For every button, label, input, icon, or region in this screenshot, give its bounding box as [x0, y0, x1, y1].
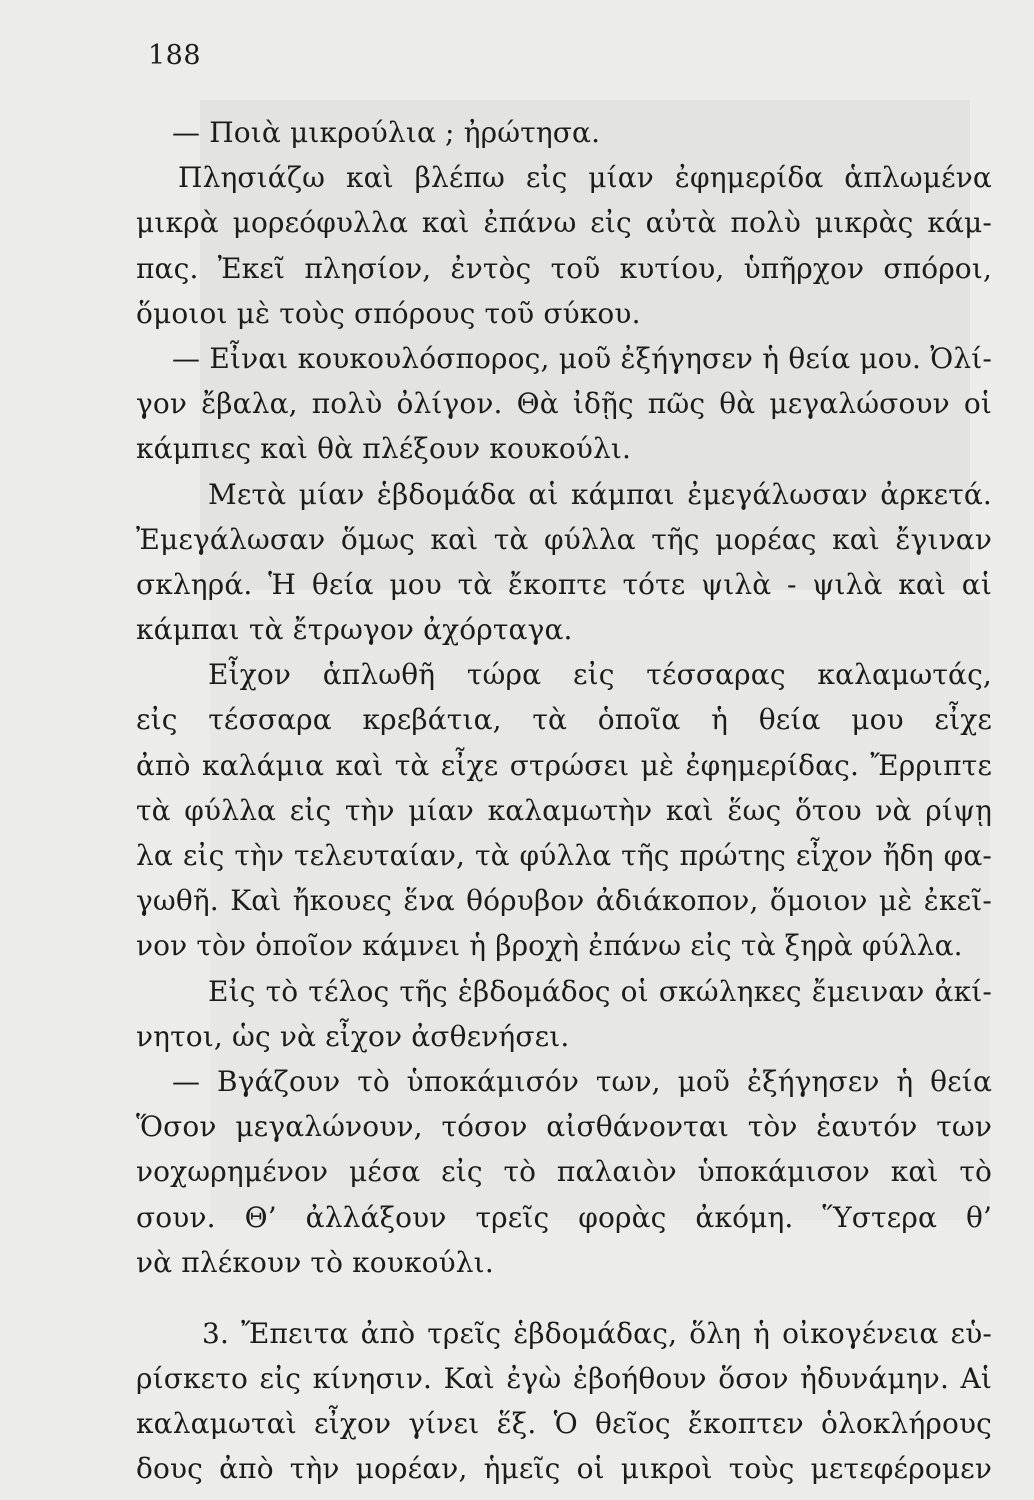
- text-line: εἰς τέσσαρα κρεβάτια, τὰ ὁποῖα ἡ θεία μου εἶχε: [136, 703, 992, 737]
- text-line: 3. Ἔπειτα ἀπὸ τρεῖς ἑβδομάδας, ὅλη ἡ οἰκογένεια εὑ-: [202, 1316, 992, 1350]
- text-line: σουν. Θ’ ἀλλάξουν τρεῖς φορὰς ἀκόμη. Ὕστερα θ’: [136, 1200, 992, 1234]
- text-line: τὰ φύλλα εἰς τὴν μίαν καλαμωτὴν καὶ ἕως ὅτου νὰ ρίψῃ: [136, 793, 992, 827]
- text-line: — Εἶναι κουκουλόσπορος, μοῦ ἐξήγησεν ἡ θεία μου. Ὀλί-: [172, 341, 992, 375]
- text-line: Ἐμεγάλωσαν ὅμως καὶ τὰ φύλλα τῆς μορέας καὶ ἔγιναν: [136, 522, 992, 556]
- section-gap: [136, 1285, 992, 1311]
- text-line: Μετὰ μίαν ἑβδομάδα αἱ κάμπαι ἐμεγάλωσαν ἀρκετά.: [208, 477, 992, 511]
- text-line: Εἰς τὸ τέλος τῆς ἑβδομάδος οἱ σκώληκες ἔμειναν ἀκί-: [208, 974, 992, 1008]
- text-line: σκληρά. Ἡ θεία μου τὰ ἔκοπτε τότε ψιλὰ - ψιλὰ καὶ αἱ: [136, 567, 992, 601]
- text-line: ὅμοιοι μὲ τοὺς σπόρους τοῦ σύκου.: [136, 296, 641, 330]
- text-line: — Ποιὰ μικρούλια ; ἠρώτησα.: [172, 116, 601, 149]
- text-line: Πλησιάζω καὶ βλέπω εἰς μίαν ἐφημερίδα ἁπλωμένα: [178, 161, 992, 195]
- text-line: πας. Ἐκεῖ πλησίον, ἐντὸς τοῦ κυτίου, ὑπῆρχον σπόροι,: [136, 251, 992, 285]
- text-line: νὰ πλέκουν τὸ κουκούλι.: [136, 1245, 494, 1279]
- text-line: γον ἔβαλα, πολὺ ὀλίγον. Θὰ ἰδῇς πῶς θὰ μεγαλώσουν οἱ: [136, 387, 992, 421]
- text-line: ρίσκετο εἰς κίνησιν. Καὶ ἐγὼ ἐβοήθουν ὅσον ἠδυνάμην. Αἱ: [136, 1362, 992, 1396]
- text-line: λα εἰς τὴν τελευταίαν, τὰ φύλλα τῆς πρώτης εἶχον ἤδη φα-: [136, 839, 992, 872]
- text-line: μικρὰ μορεόφυλλα καὶ ἐπάνω εἰς αὐτὰ πολὺ μικρὰς κάμ-: [136, 206, 992, 240]
- text-line: κάμπαι τὰ ἔτρωγον ἀχόρταγα.: [136, 613, 573, 647]
- text-line: γωθῆ. Καὶ ἤκουες ἕνα θόρυβον ἀδιάκοπον, ὅμοιον μὲ ἐκεῖ-: [136, 884, 992, 918]
- text-line: Εἶχον ἁπλωθῆ τώρα εἰς τέσσαρας καλαμωτάς,: [208, 658, 992, 692]
- body-text: [136, 110, 992, 1492]
- text-line: κάμπιες καὶ θὰ πλέξουν κουκούλι.: [136, 432, 632, 466]
- text-line: νον τὸν ὁποῖον κάμνει ἡ βροχὴ ἐπάνω εἰς τὰ ξηρὰ φύλλα.: [136, 929, 963, 963]
- text-line: νοχωρημένον μέσα εἰς τὸ παλαιὸν ὑποκάμισον καὶ τὸ: [136, 1155, 992, 1189]
- text-line: νητοι, ὡς νὰ εἶχον ἀσθενήσει.: [136, 1019, 570, 1053]
- page-number: 188: [148, 40, 202, 71]
- text-line: — Βγάζουν τὸ ὑποκάμισόν των, μοῦ ἐξήγησεν ἡ θεία: [172, 1064, 992, 1098]
- text-line: δους ἀπὸ τὴν μορέαν, ἡμεῖς οἱ μικροὶ τοὺς μετεφέρομεν: [136, 1452, 992, 1486]
- text-line: Ὅσον μεγαλώνουν, τόσον αἰσθάνονται τὸν ἑαυτόν των: [136, 1110, 992, 1144]
- text-line: ἀπὸ καλάμια καὶ τὰ εἶχε στρώσει μὲ ἐφημερίδας. Ἔρριπτε: [136, 748, 992, 782]
- text-line: καλαμωταὶ εἶχον γίνει ἕξ. Ὁ θεῖος ἔκοπτεν ὁλοκλήρους: [136, 1407, 992, 1441]
